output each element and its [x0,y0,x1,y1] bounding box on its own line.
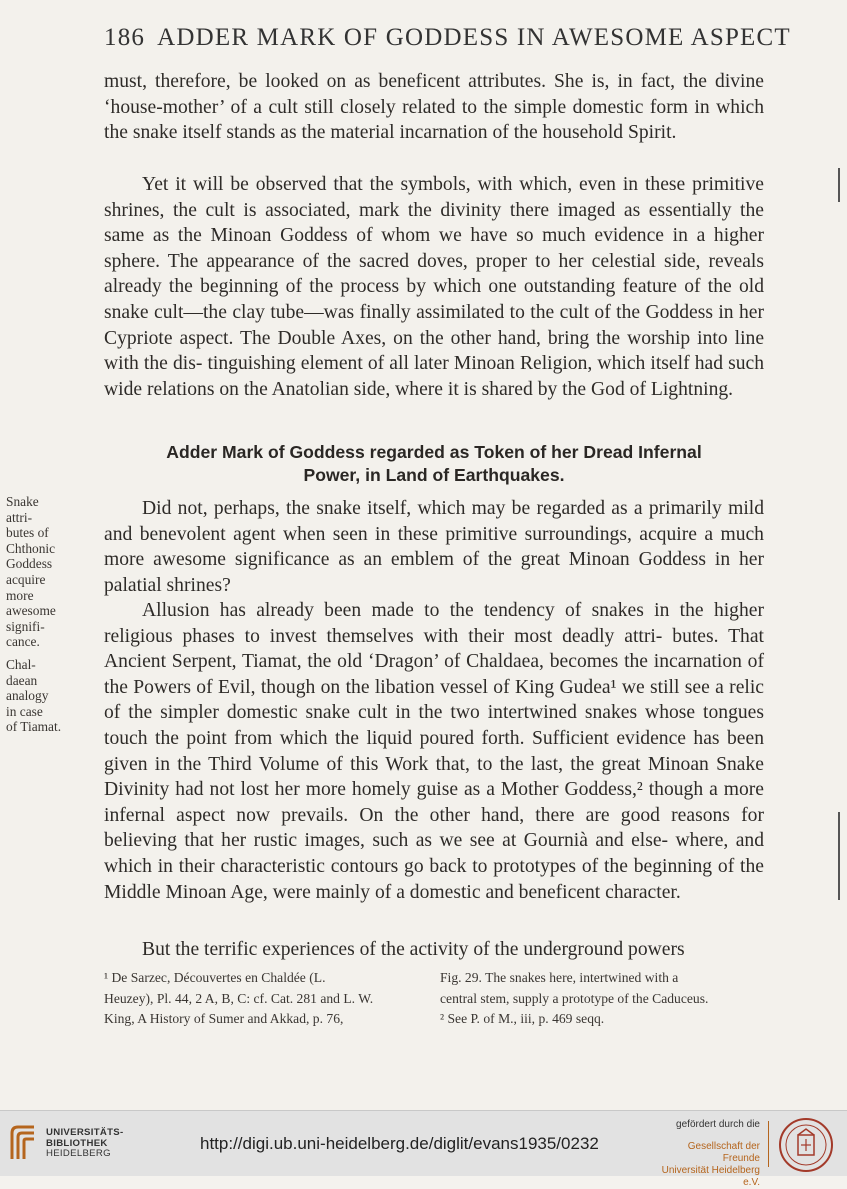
text-line: Allusion has already been made to the tendency of snakes in the [142,600,704,621]
text-line: household Spirit. [542,122,677,144]
paragraph-1 [104,69,764,146]
text-line: primitive shrines, the cult is associated, mark the divinity there imaged as [104,174,764,221]
margin-note-line: of Tiamat. [6,719,62,735]
footnote-line: King, A History of Sumer and Akkad, p. 76, [104,1011,344,1026]
page-number: 186 [104,24,146,51]
footnote-line: Heuzey), Pl. 44, 2 A, B, C: cf. Cat. 281 and L. W. [104,990,374,1006]
text-line: evidence in a higher sphere. The appearance of the sacred doves, proper [104,225,764,272]
footer-divider [768,1121,769,1167]
text-line: vessel of King Gudea¹ we still see a relic of the simpler domestic snake cult [104,676,764,724]
text-line: mild and benevolent agent when seen in these primitive surroundings, [104,498,765,545]
text-line: Double Axes, on the other hand, bring the worship into line with the dis- [104,327,765,375]
text-line: for believing that her rustic images, such as we see at Gournià and else- [104,804,764,852]
digitization-footer [0,1110,847,1188]
margin-note-line: Chal- [6,657,36,672]
footnote-line: central stem, supply a prototype of the Caduceus. [440,990,709,1006]
funding-credit: gefördert durch die Gesellschaft der Freunde Universität Heidelberg e.V. [661,1119,760,1188]
text-line: But the terrific experiences of the activity of the underground powers [142,939,685,960]
text-line: acquire a much more awesome significance as an emblem of the great Minoan [104,523,764,571]
scan-edge-mark [838,812,840,900]
text-line: relations on the Anatolian side, where it is shared by the God of Lightning. [147,378,734,400]
section-heading-line: Power, in Land of Earthquakes. [303,465,565,485]
library-logo-icon [8,1123,40,1163]
text-line: butes. That Ancient Serpent, Tiamat, the old ‘Dragon’ of Chaldaea, [104,625,764,673]
permalink-url[interactable]: http://digi.ub.uni-heidelberg.de/diglit/evans1935/0232 [200,1134,599,1153]
section-heading [104,441,764,487]
text-line: infernal aspect now prevails. On the other hand, there are good reasons [104,804,730,826]
margin-note-line: Chthonic [6,540,56,556]
text-line: had not lost her more homely guise as a Mother Goddess,² though a more [175,779,764,801]
footnote-line: ² See P. of M., iii, p. 469 seqq. [440,1011,605,1026]
paragraph-4 [104,598,764,905]
margin-note-2 [6,657,94,735]
footnote-line: Fig. 29. The snakes here, intertwined with a [440,970,679,985]
running-head [104,24,791,52]
paragraph-1-text [104,69,764,146]
text-line: Yet it will be observed that the symbols, with which, even in these [142,174,686,195]
library-name: UNIVERSITÄTS- BIBLIOTHEK HEIDELBERG [46,1127,124,1159]
text-line: beneficent character. [518,881,681,903]
margin-note-1 [6,494,94,650]
margin-note-line: more [6,587,34,603]
university-seal-icon [778,1117,834,1173]
section-heading-line: Adder Mark of Goddess regarded as Token of her Dread Infernal [166,442,702,462]
text-line: higher religious phases to invest themselves with their most deadly attri- [104,600,764,647]
paragraph-2 [104,172,764,402]
paragraph-2-text [104,172,764,402]
margin-note-line: Snake [6,494,39,509]
text-line: essentially the same as the Minoan Goddess of whom we have so much [104,199,764,247]
margin-note-line: Goddess [6,556,53,572]
text-line: tinguishing element of all later Minoan Religion, which itself had such wide [104,353,765,400]
text-line: form in which the snake itself stands as the material incarnation of the [104,96,765,144]
paragraph-4-text [104,598,764,905]
margin-note-line: cance. [6,634,40,650]
text-line: Volume of this Work that, to the last, the great Minoan Snake Divinity [104,753,764,801]
margin-note-line: in case [6,703,43,719]
text-line: one outstanding feature of the old snake cult—the clay tube—was [104,276,764,323]
text-line: becomes the incarnation of the Powers of Evil, though on the libation [104,651,765,698]
text-line: Did not, perhaps, the snake itself, which may be regarded as a primarily [142,498,722,519]
margin-note-line: awesome [6,603,56,619]
text-line: finally assimilated to the cult of the Goddess in her Cypriote aspect. The [104,301,765,349]
margin-note-line: signifi- [6,618,45,634]
footnotes-right-column [440,968,764,1030]
paragraph-3 [104,496,764,598]
text-line: the beginning of the Middle Minoan Age, were mainly of a domestic and [104,855,764,903]
margin-note-line: attri- [6,509,33,525]
text-line: in the two intertwined snakes whose tongues touch the point from which [104,702,764,749]
text-line: to her celestial side, reveals already the beginning of the process by which [104,250,764,298]
footnote-line: ¹ De Sarzec, Découvertes en Chaldée (L. [104,970,326,985]
margin-note-line: butes of [6,525,49,541]
margin-note-line: analogy [6,688,49,704]
running-title: ADDER MARK OF GODDESS IN AWESOME ASPECT [157,24,791,51]
text-line: the liquid poured forth. Sufficient evidence has been given in the Third [104,727,764,775]
paragraph-3-text [104,496,764,598]
text-line: where, and which in their characteristic contours go back to prototypes of [104,830,765,877]
paragraph-5 [104,937,764,963]
text-line: Goddess in her palatial shrines? [104,549,764,596]
text-line: divine ‘house-mother’ of a cult still closely related to the simple domestic [104,71,764,118]
footnotes-left-column [104,968,426,1030]
margin-note-line: daean [6,672,38,688]
scan-edge-mark [838,168,840,202]
paragraph-5-text [104,937,764,963]
text-line: must, therefore, be looked on as beneficent attributes. She is, in fact, the [104,71,707,92]
margin-note-line: acquire [6,571,46,587]
